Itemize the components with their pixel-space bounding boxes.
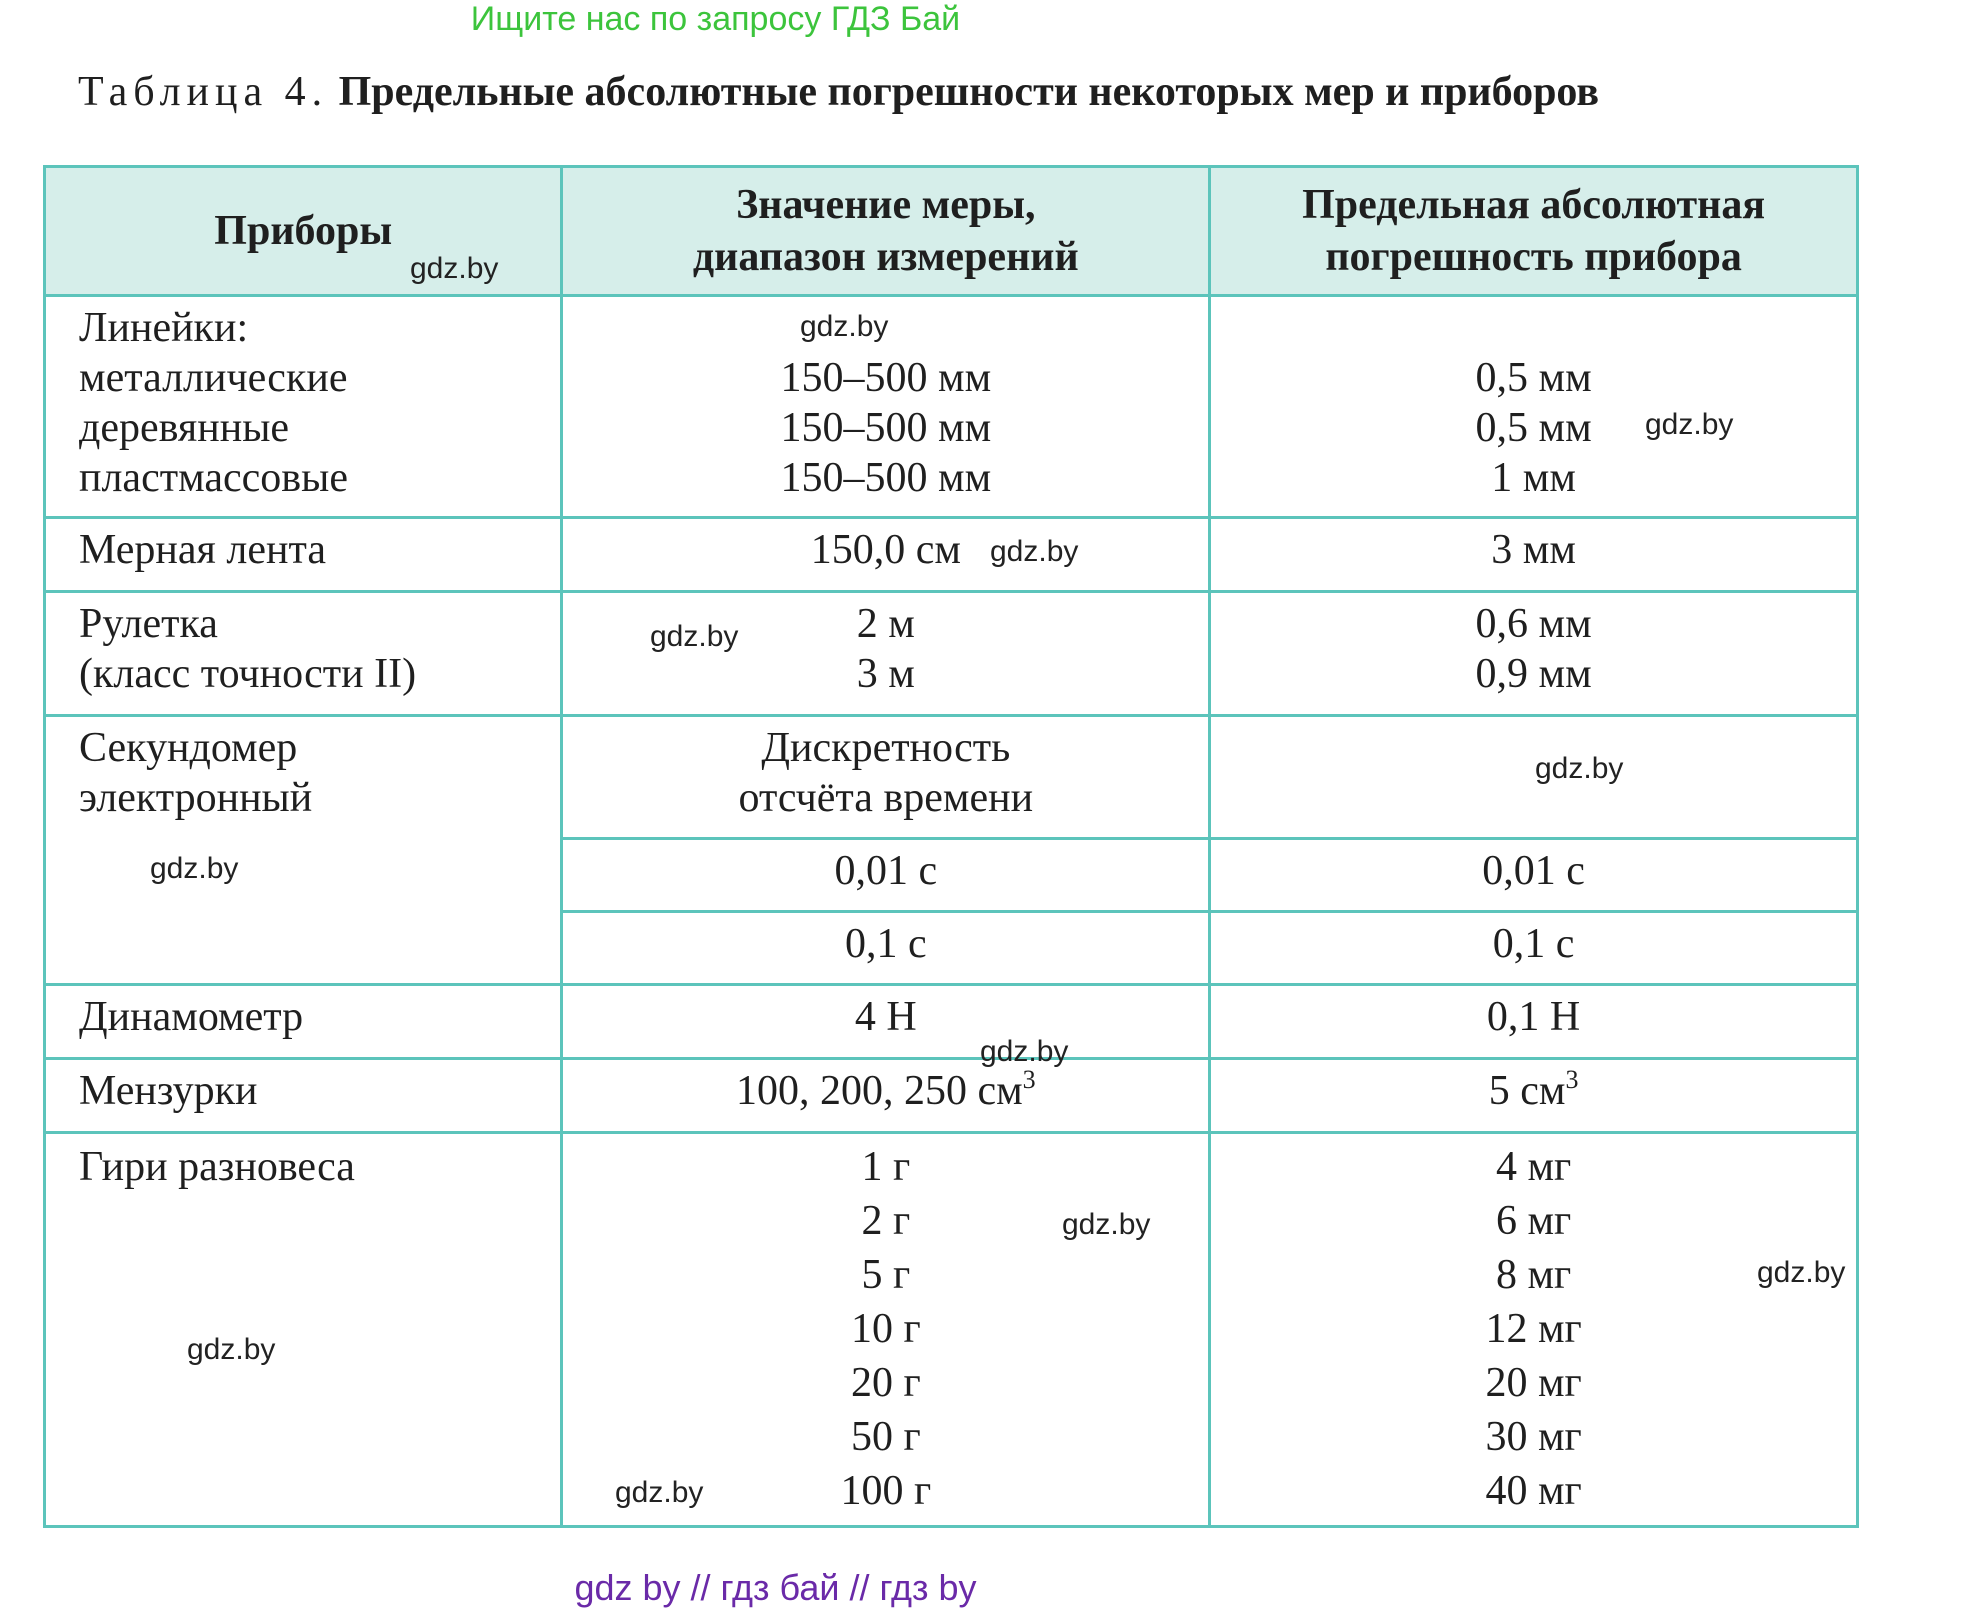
weight-value: 2 г bbox=[861, 1198, 911, 1244]
weights-name: Гири разновеса bbox=[79, 1144, 355, 1190]
weights-errors-cell bbox=[1210, 1133, 1858, 1527]
tape-error-cell bbox=[1210, 518, 1858, 592]
roulette-error: 0,6 мм bbox=[1475, 601, 1592, 647]
stopwatch-error-cell bbox=[1210, 912, 1858, 985]
watermark: gdz.by bbox=[187, 1333, 276, 1366]
roulette-value: 2 м bbox=[856, 601, 915, 647]
weight-error: 4 мг bbox=[1495, 1144, 1572, 1190]
weight-value: 50 г bbox=[850, 1414, 921, 1460]
beakers-error-exponent: 3 bbox=[1565, 1065, 1579, 1094]
beakers-name-cell bbox=[45, 1059, 562, 1133]
rulers-error: 0,5 мм bbox=[1475, 355, 1592, 401]
stopwatch-value-cell bbox=[562, 839, 1210, 912]
table-header-row bbox=[45, 167, 1858, 296]
rulers-value: 150–500 мм bbox=[780, 455, 992, 501]
stopwatch-error-cell bbox=[1210, 839, 1858, 912]
stopwatch-sub-cell bbox=[562, 716, 1210, 839]
roulette-error: 0,9 мм bbox=[1475, 651, 1592, 697]
beakers-error-text: 5 см bbox=[1488, 1068, 1566, 1114]
beakers-value bbox=[563, 1066, 1208, 1116]
dynamometer-value: 4 Н bbox=[854, 994, 917, 1040]
rulers-error: 0,5 мм bbox=[1475, 405, 1592, 451]
table-row-tape bbox=[45, 518, 1858, 592]
weight-value: 10 г bbox=[850, 1306, 921, 1352]
measurement-errors-table bbox=[43, 165, 1859, 1528]
rulers-name-line: Линейки: bbox=[79, 305, 249, 351]
stopwatch-error: 0,01 с bbox=[1482, 848, 1585, 894]
rulers-name-line: деревянные bbox=[79, 405, 290, 451]
table-caption bbox=[78, 64, 1599, 120]
header-error-line-1: Предельная абсолютная bbox=[1302, 182, 1766, 228]
dynamometer-name-cell bbox=[45, 985, 562, 1059]
watermark: gdz.by bbox=[1757, 1256, 1846, 1289]
rulers-value: 150–500 мм bbox=[780, 355, 992, 401]
stopwatch-value: 0,01 с bbox=[834, 848, 938, 894]
rulers-name-line: пластмассовые bbox=[79, 455, 348, 501]
beakers-value-cell bbox=[562, 1059, 1210, 1133]
stopwatch-name-line: Секундомер bbox=[79, 725, 298, 771]
rulers-value: 150–500 мм bbox=[780, 405, 992, 451]
rulers-name-cell bbox=[45, 296, 562, 518]
watermark: gdz.by bbox=[800, 310, 889, 343]
stopwatch-value-cell bbox=[562, 912, 1210, 985]
rulers-errors-cell bbox=[1210, 296, 1858, 518]
weight-error: 8 мг bbox=[1495, 1252, 1572, 1298]
watermark: gdz.by bbox=[1062, 1208, 1151, 1241]
table-row-roulette bbox=[45, 592, 1858, 716]
weight-error: 12 мг bbox=[1485, 1306, 1582, 1352]
weight-error: 20 мг bbox=[1485, 1360, 1582, 1406]
weight-error: 6 мг bbox=[1495, 1198, 1572, 1244]
dynamometer-value-cell bbox=[562, 985, 1210, 1059]
rulers-name-line: металлические bbox=[79, 355, 348, 401]
footer-watermark: gdz by // гдз бай // гдз by bbox=[574, 1567, 977, 1608]
stopwatch-error: 0,1 с bbox=[1492, 921, 1575, 967]
stopwatch-empty-cell bbox=[1210, 716, 1858, 839]
rulers-error: 1 мм bbox=[1491, 455, 1576, 501]
watermark: gdz.by bbox=[990, 535, 1079, 568]
watermark: gdz.by bbox=[980, 1035, 1069, 1068]
stopwatch-name-line: электронный bbox=[79, 775, 313, 821]
roulette-errors-cell bbox=[1210, 592, 1858, 716]
weight-value: 20 г bbox=[850, 1360, 921, 1406]
roulette-name-cell bbox=[45, 592, 562, 716]
weight-value: 1 г bbox=[861, 1144, 911, 1190]
dynamometer-error: 0,1 Н bbox=[1486, 994, 1581, 1040]
roulette-value: 3 м bbox=[856, 651, 915, 697]
table-row-rulers bbox=[45, 296, 1858, 518]
weight-error: 40 мг bbox=[1485, 1468, 1582, 1514]
table-row-weights bbox=[45, 1133, 1858, 1527]
weights-values-cell bbox=[562, 1133, 1210, 1527]
roulette-name-line: (класс точности II) bbox=[79, 651, 417, 697]
watermark: gdz.by bbox=[150, 852, 239, 885]
tape-value: 150,0 см bbox=[810, 527, 961, 573]
header-devices-label: Приборы bbox=[214, 208, 393, 254]
beakers-value-exponent: 3 bbox=[1022, 1065, 1036, 1094]
header-error-line-2: погрешность прибора bbox=[1325, 234, 1742, 280]
search-hint-banner: Ищите нас по запросу ГДЗ Бай bbox=[470, 0, 961, 38]
weights-name-cell bbox=[45, 1133, 562, 1527]
weight-error: 30 мг bbox=[1485, 1414, 1582, 1460]
watermark: gdz.by bbox=[1645, 408, 1734, 441]
watermark: gdz.by bbox=[615, 1476, 704, 1509]
stopwatch-sub-line: Дискретность bbox=[761, 725, 1011, 771]
weight-value: 100 г bbox=[840, 1468, 932, 1514]
dynamometer-error-cell bbox=[1210, 985, 1858, 1059]
tape-error: 3 мм bbox=[1491, 527, 1576, 573]
beakers-value-text: 100, 200, 250 см bbox=[735, 1068, 1023, 1114]
stopwatch-value: 0,1 с bbox=[844, 921, 927, 967]
dynamometer-name: Динамометр bbox=[79, 994, 304, 1040]
roulette-name-line: Рулетка bbox=[79, 601, 218, 647]
stopwatch-name-cell bbox=[45, 716, 562, 985]
header-measure-value bbox=[562, 167, 1210, 296]
tape-name: Мерная лента bbox=[79, 527, 326, 573]
table-caption-title: Предельные абсолютные погрешности некоторых мер и приборов bbox=[338, 69, 1600, 115]
beakers-error bbox=[1211, 1066, 1856, 1116]
table-caption-number: Таблица 4. bbox=[78, 69, 329, 115]
watermark: gdz.by bbox=[1535, 752, 1624, 785]
weight-value: 5 г bbox=[861, 1252, 911, 1298]
tape-name-cell bbox=[45, 518, 562, 592]
table-row-dynamometer bbox=[45, 985, 1858, 1059]
beakers-name: Мензурки bbox=[79, 1068, 258, 1114]
beakers-error-cell bbox=[1210, 1059, 1858, 1133]
table-row-beakers bbox=[45, 1059, 1858, 1133]
header-measure-line-2: диапазон измерений bbox=[692, 234, 1079, 280]
watermark: gdz.by bbox=[410, 252, 499, 285]
tape-value-cell bbox=[562, 518, 1210, 592]
stopwatch-sub-line: отсчёта времени bbox=[738, 775, 1034, 821]
watermark: gdz.by bbox=[650, 620, 739, 653]
header-max-error bbox=[1210, 167, 1858, 296]
header-measure-line-1: Значение меры, bbox=[736, 182, 1036, 228]
